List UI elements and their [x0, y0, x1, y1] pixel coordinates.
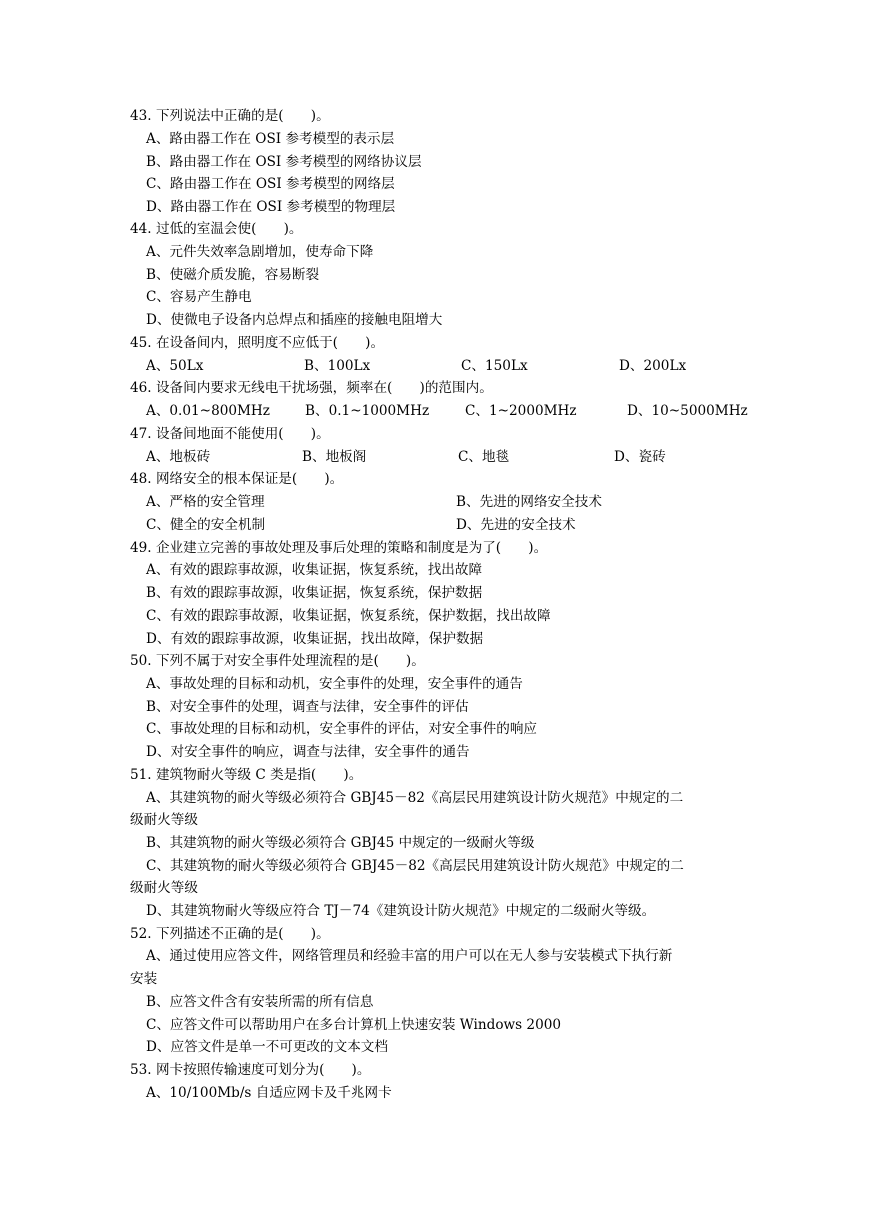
q43-option-a: A、路由器工作在 OSI 参考模型的表示层	[146, 131, 395, 147]
question-43-stem: 43. 下列说法中正确的是( )。	[130, 108, 330, 124]
question-51-stem: 51. 建筑物耐火等级 C 类是指( )。	[130, 767, 363, 783]
q44-option-c: C、容易产生静电	[146, 289, 252, 305]
q47-option-a: A、地板砖	[146, 449, 211, 465]
q49-option-c: C、有效的跟踪事故源，收集证据，恢复系统，保护数据，找出故障	[146, 608, 551, 624]
q50-option-b: B、对安全事件的处理，调查与法律，安全事件的评估	[146, 699, 469, 715]
q44-option-d: D、使微电子设备内总焊点和插座的接触电阻增大	[146, 312, 443, 328]
q45-option-d: D、200Lx	[619, 358, 687, 374]
q50-option-c: C、事故处理的目标和动机，安全事件的评估，对安全事件的响应	[146, 721, 538, 737]
q49-option-d: D、有效的跟踪事故源，收集证据，找出故障，保护数据	[146, 631, 484, 647]
q48-option-d: D、先进的安全技术	[456, 517, 576, 533]
q43-option-c: C、路由器工作在 OSI 参考模型的网络层	[146, 176, 395, 192]
question-52-stem: 52. 下列描述不正确的是( )。	[130, 926, 330, 942]
q50-option-a: A、事故处理的目标和动机，安全事件的处理，安全事件的通告	[146, 676, 523, 692]
question-46-stem: 46. 设备间内要求无线电干扰场强，频率在( )的范围内。	[130, 380, 493, 396]
q46-option-d: D、10~5000MHz	[627, 403, 748, 419]
question-47-stem: 47. 设备间地面不能使用( )。	[130, 426, 330, 442]
q46-option-b: B、0.1~1000MHz	[305, 403, 430, 419]
q50-option-d: D、对安全事件的响应，调查与法律，安全事件的通告	[146, 744, 470, 760]
q44-option-b: B、使磁介质发脆，容易断裂	[146, 267, 320, 283]
q48-option-c: C、健全的安全机制	[146, 517, 266, 533]
q47-option-d: D、瓷砖	[614, 449, 666, 465]
q45-option-c: C、150Lx	[461, 358, 528, 374]
question-44-stem: 44. 过低的室温会使( )。	[130, 221, 303, 237]
q45-option-b: B、100Lx	[304, 358, 371, 374]
q51-option-c-continuation: 级耐火等级	[130, 880, 198, 896]
q51-option-a: A、其建筑物的耐火等级必须符合 GBJ45－82《高层民用建筑设计防火规范》中规定的二	[146, 790, 684, 806]
question-53-stem: 53. 网卡按照传输速度可划分为( )。	[130, 1062, 371, 1078]
q51-option-c: C、其建筑物的耐火等级必须符合 GBJ45－82《高层民用建筑设计防火规范》中规定的二	[146, 858, 684, 874]
q53-option-a: A、10/100Mb/s 自适应网卡及千兆网卡	[146, 1085, 392, 1101]
q52-option-a-continuation: 安装	[130, 971, 158, 987]
q45-option-a: A、50Lx	[146, 358, 204, 374]
q46-option-a: A、0.01~800MHz	[146, 403, 270, 419]
q48-option-b: B、先进的网络安全技术	[456, 494, 602, 510]
q49-option-a: A、有效的跟踪事故源，收集证据，恢复系统，找出故障	[146, 562, 483, 578]
q44-option-a: A、元件失效率急剧增加，使寿命下降	[146, 244, 374, 260]
q47-option-c: C、地毯	[458, 449, 510, 465]
q43-option-d: D、路由器工作在 OSI 参考模型的物理层	[146, 199, 396, 215]
q49-option-b: B、有效的跟踪事故源，收集证据，恢复系统，保护数据	[146, 585, 483, 601]
q43-option-b: B、路由器工作在 OSI 参考模型的网络协议层	[146, 154, 422, 170]
q47-option-b: B、地板阁	[302, 449, 367, 465]
q52-option-b: B、应答文件含有安装所需的所有信息	[146, 994, 374, 1010]
question-49-stem: 49. 企业建立完善的事故处理及事后处理的策略和制度是为了( )。	[130, 540, 548, 556]
question-45-stem: 45. 在设备间内，照明度不应低于( )。	[130, 335, 385, 351]
q46-option-c: C、1~2000MHz	[465, 403, 577, 419]
q51-option-b: B、其建筑物的耐火等级必须符合 GBJ45 中规定的一级耐火等级	[146, 835, 535, 851]
q52-option-c: C、应答文件可以帮助用户在多台计算机上快速安装 Windows 2000	[146, 1017, 562, 1033]
q52-option-d: D、应答文件是单一不可更改的文本文档	[146, 1039, 388, 1055]
q51-option-d: D、其建筑物耐火等级应符合 TJ－74《建筑设计防火规范》中规定的二级耐火等级。	[146, 903, 656, 919]
q51-option-a-continuation: 级耐火等级	[130, 812, 198, 828]
q48-option-a: A、严格的安全管理	[146, 494, 265, 510]
question-48-stem: 48. 网络安全的根本保证是( )。	[130, 471, 344, 487]
q52-option-a: A、通过使用应答文件，网络管理员和经验丰富的用户可以在无人参与安装模式下执行新	[146, 948, 673, 964]
question-50-stem: 50. 下列不属于对安全事件处理流程的是( )。	[130, 653, 425, 669]
